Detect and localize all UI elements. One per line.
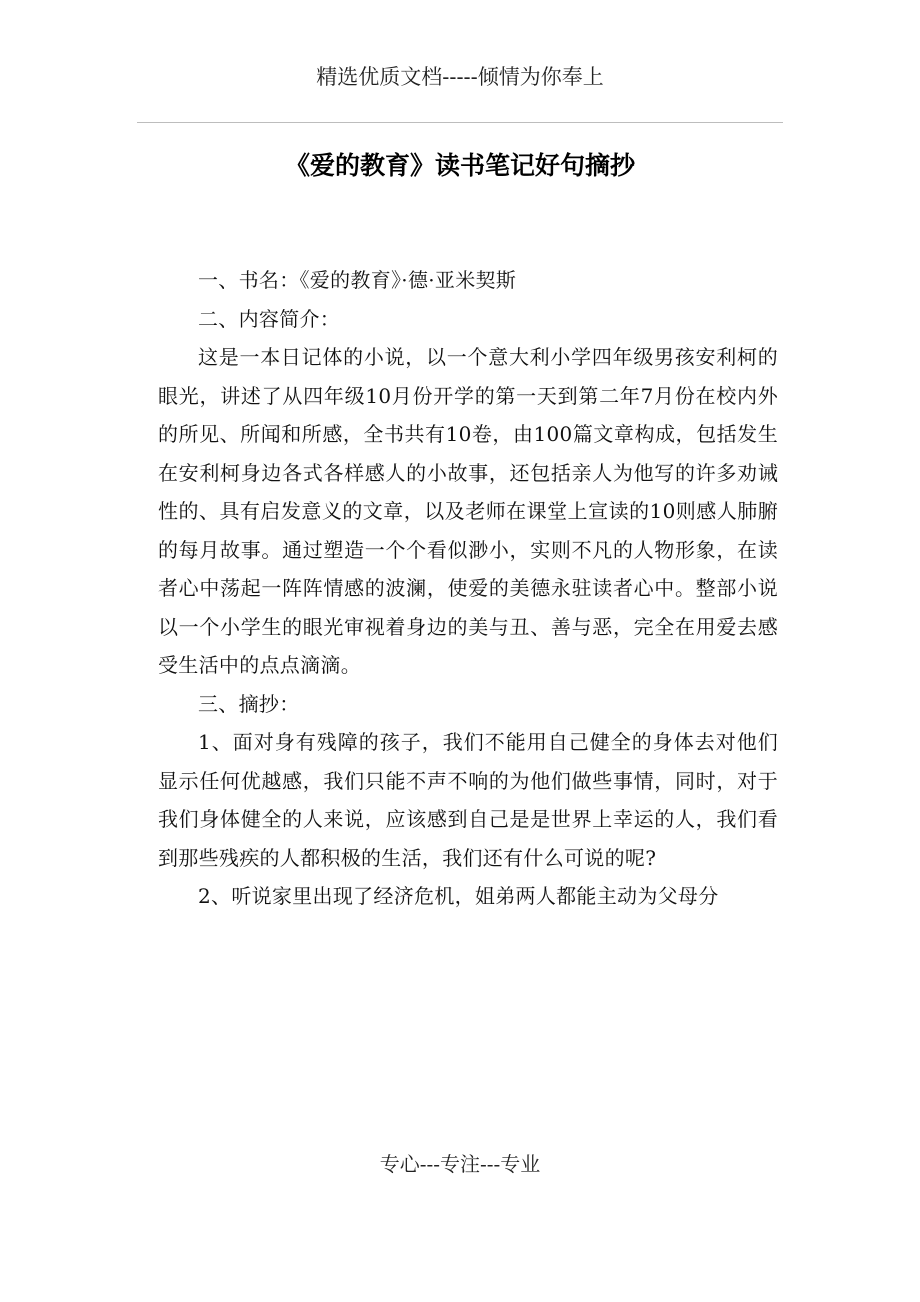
paragraph-summary: 这是一本日记体的小说，以一个意大利小学四年级男孩安利柯的眼光，讲述了从四年级10月份开学的第一天到第二年7月份在校内外的所见、所闻和所感，全书共有10卷，由100篇文章构成，包括发生在安利柯身边各式各样感人的小故事，还包括亲人为他写的许多劝诫性的、具有启发意义的文章，以及老师在课堂上宣读的10则感人肺腑的每月故事。通过塑造一个个看似渺小，实则不凡的人物形象，在读者心中荡起一阵阵情感的波澜，使爱的美德永驻读者心中。整部小说以一个小学生的眼光审视着身边的美与丑、善与恶，完全在用爱去感受生活中的点点滴滴。 — [158, 345, 778, 677]
page-header: 精选优质文档-----倾情为你奉上 — [316, 65, 604, 89]
paragraph-excerpt-2: 2、听说家里出现了经济危机，姐弟两人都能主动为父母分 — [198, 884, 719, 908]
paragraph-excerpt-heading: 三、摘抄： — [198, 691, 300, 716]
paragraph-excerpt-1: 1、面对身有残障的孩子，我们不能用自己健全的身体去对他们显示任何优越感，我们只能不声不响的为他们做些事情，同时，对于我们身体健全的人来说，应该感到自己是是世界上幸运的人，我们看到那些残疾的人都积极的生活，我们还有什么可说的呢? — [158, 730, 778, 870]
page-footer: 专心---专注---专业 — [379, 1152, 541, 1176]
paragraph-summary-heading: 二、内容简介： — [198, 306, 341, 331]
document-body — [158, 261, 778, 916]
document-title: 《爱的教育》读书笔记好句摘抄 — [284, 151, 635, 180]
header-divider — [137, 122, 783, 123]
paragraph-book-name: 一、书名：《爱的教育》·德·亚米契斯 — [198, 268, 517, 292]
